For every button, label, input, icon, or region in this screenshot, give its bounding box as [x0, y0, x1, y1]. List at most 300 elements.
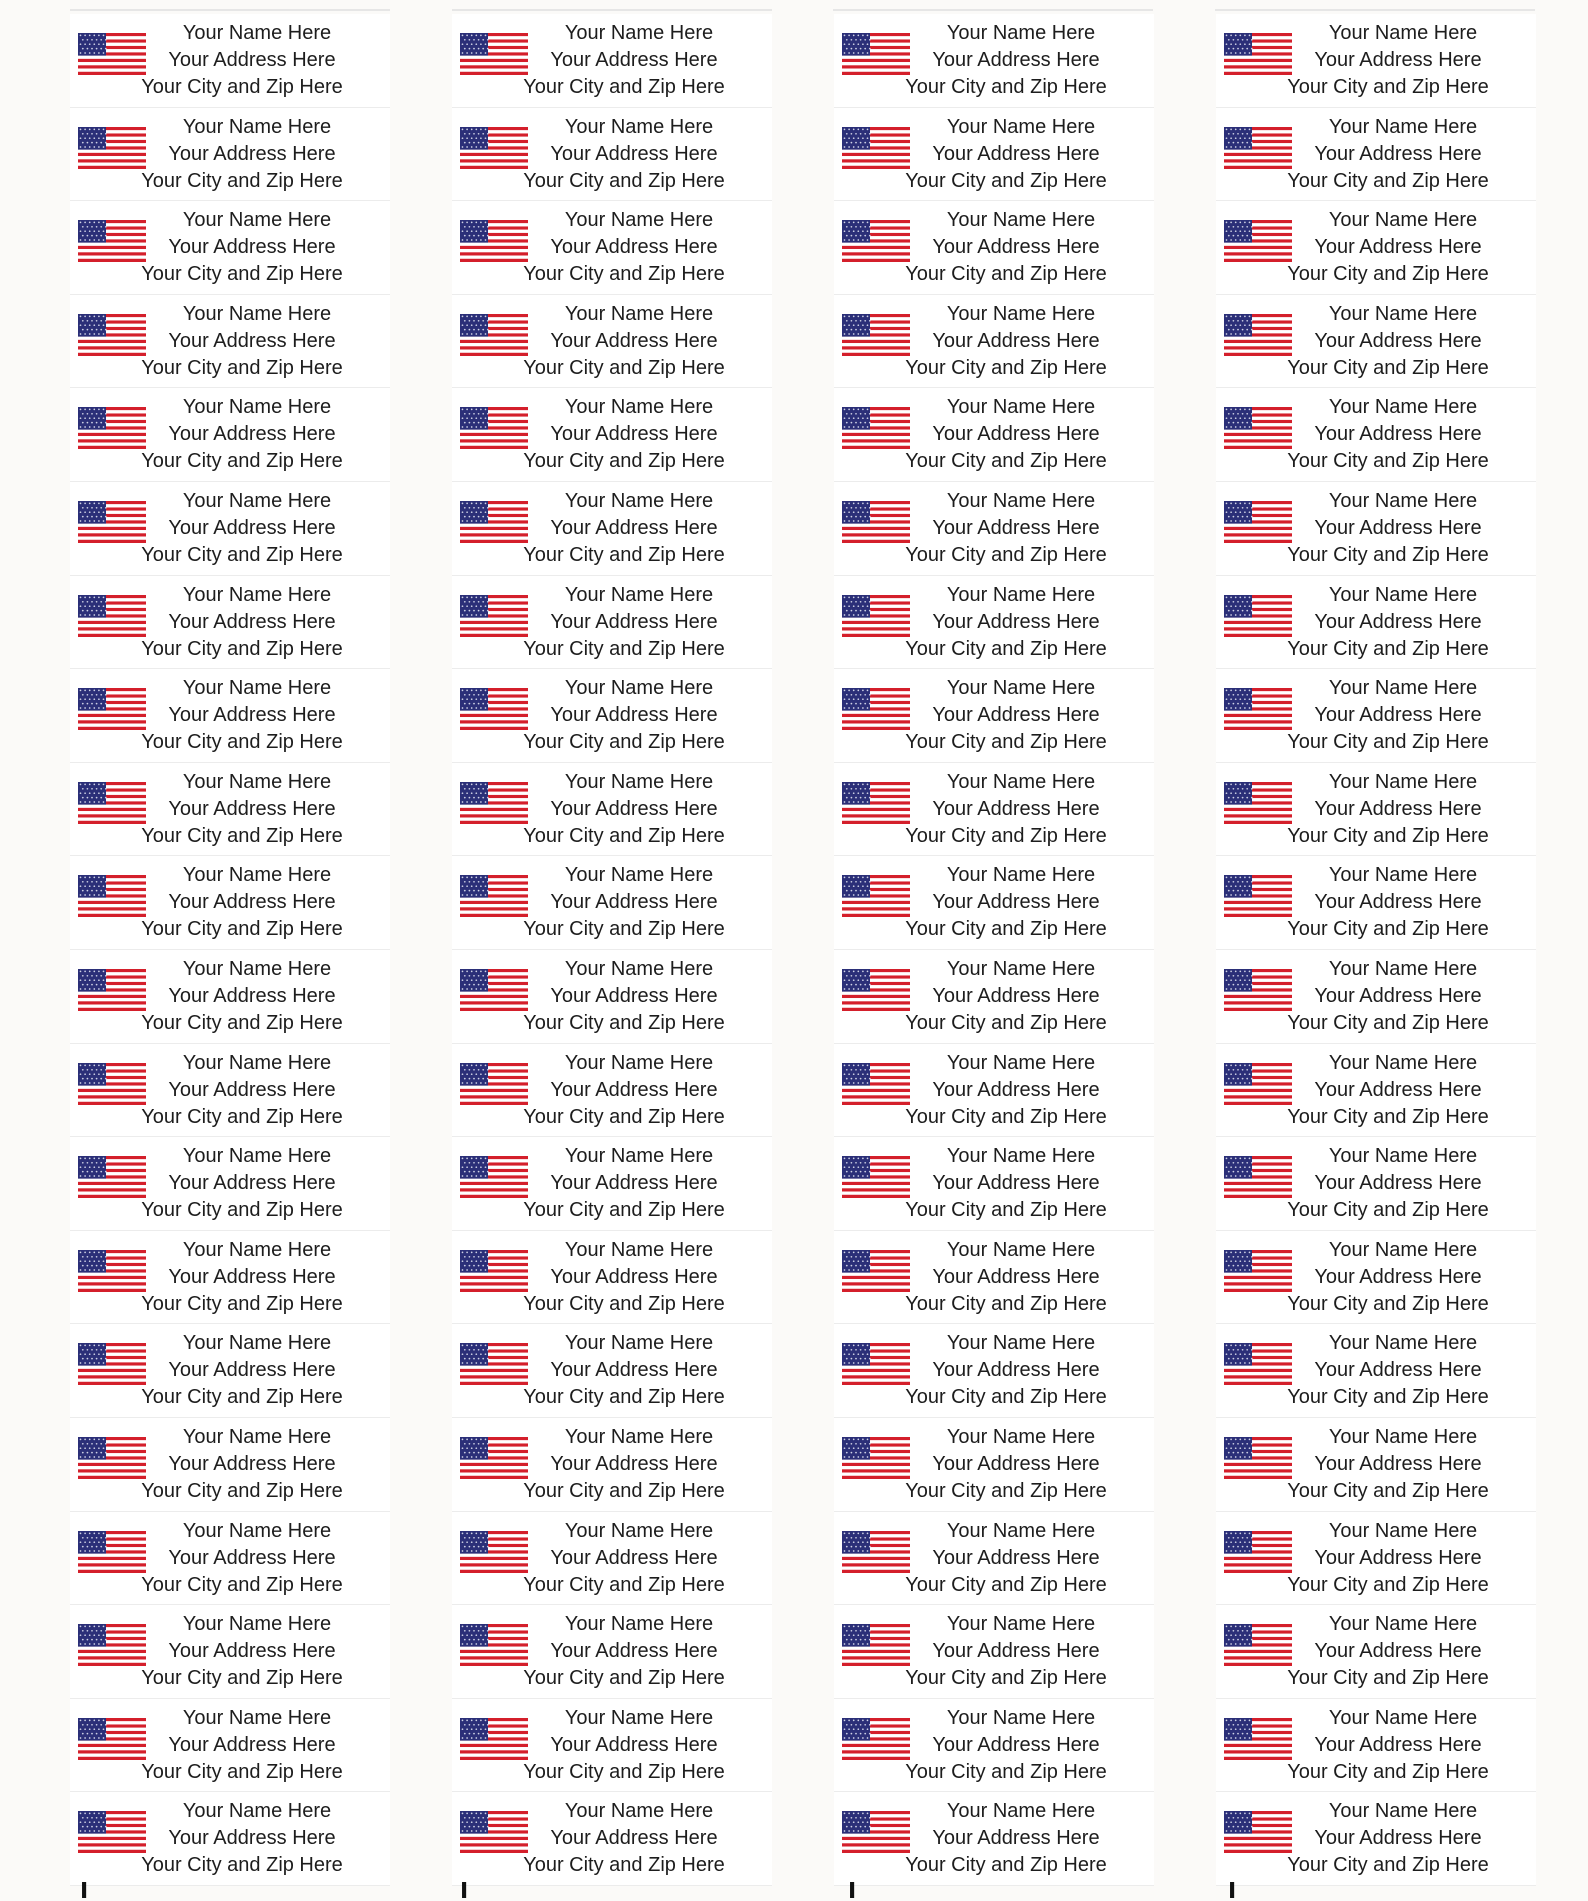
- us-flag-icon: [78, 1624, 146, 1666]
- label-name: Your Name Here: [564, 209, 714, 232]
- label-city-zip: Your City and Zip Here: [523, 1667, 725, 1690]
- label-text: [902, 582, 1124, 663]
- label-address: Your Address Here: [550, 797, 718, 820]
- label-address: Your Address Here: [932, 1172, 1100, 1195]
- label-text: [138, 488, 360, 569]
- label-address: Your Address Here: [168, 49, 336, 71]
- label-name: Your Name Here: [1328, 864, 1478, 887]
- label-city-zip: Your City and Zip Here: [523, 450, 725, 473]
- label-text: [520, 488, 742, 569]
- label-city-zip: Your City and Zip Here: [1287, 169, 1489, 192]
- us-flag-icon: [78, 314, 146, 356]
- label-address: Your Address Here: [932, 1359, 1100, 1382]
- address-label: [834, 1605, 1154, 1699]
- label-city-zip: Your City and Zip Here: [1287, 1292, 1489, 1315]
- label-name: Your Name Here: [946, 770, 1096, 793]
- address-label: [1216, 856, 1536, 950]
- label-address: Your Address Here: [168, 891, 336, 914]
- address-label: [834, 856, 1154, 950]
- address-label: [1216, 1605, 1536, 1699]
- address-label: [1216, 1699, 1536, 1793]
- label-city-zip: Your City and Zip Here: [1287, 1667, 1489, 1690]
- label-name: Your Name Here: [946, 302, 1096, 325]
- us-flag-icon: [460, 1624, 528, 1666]
- label-name: Your Name Here: [1328, 489, 1478, 512]
- label-address: Your Address Here: [932, 1265, 1100, 1288]
- us-flag-icon: [78, 1531, 146, 1573]
- us-flag-icon: [1224, 969, 1292, 1011]
- label-name: Your Name Here: [182, 864, 332, 887]
- us-flag-icon: [1224, 1437, 1292, 1479]
- label-text: [902, 20, 1124, 101]
- address-label: [834, 576, 1154, 670]
- label-text: [138, 1330, 360, 1411]
- us-flag-icon: [460, 1811, 528, 1853]
- label-address: Your Address Here: [550, 1359, 718, 1382]
- us-flag-icon: [1224, 875, 1292, 917]
- label-name: Your Name Here: [564, 1800, 714, 1823]
- label-city-zip: Your City and Zip Here: [141, 356, 343, 379]
- label-text: [138, 394, 360, 475]
- label-name: Your Name Here: [1328, 1613, 1478, 1636]
- address-label: [834, 295, 1154, 389]
- label-address: Your Address Here: [168, 1733, 336, 1756]
- label-city-zip: Your City and Zip Here: [1287, 1105, 1489, 1128]
- label-address: Your Address Here: [1314, 704, 1482, 727]
- label-text: [1284, 207, 1506, 288]
- address-label: [452, 1137, 772, 1231]
- label-address: Your Address Here: [168, 1359, 336, 1382]
- label-address: Your Address Here: [168, 610, 336, 633]
- us-flag-icon: [78, 1811, 146, 1853]
- label-city-zip: Your City and Zip Here: [905, 543, 1107, 566]
- label-name: Your Name Here: [1328, 677, 1478, 700]
- address-label: [70, 1044, 390, 1138]
- label-address: Your Address Here: [168, 236, 336, 259]
- label-city-zip: Your City and Zip Here: [1287, 76, 1489, 98]
- label-city-zip: Your City and Zip Here: [1287, 450, 1489, 473]
- label-text: [902, 862, 1124, 943]
- label-city-zip: Your City and Zip Here: [141, 263, 343, 286]
- address-label: [452, 388, 772, 482]
- label-address: Your Address Here: [932, 516, 1100, 539]
- address-label: [834, 1137, 1154, 1231]
- address-label: [834, 201, 1154, 295]
- label-city-zip: Your City and Zip Here: [1287, 1854, 1489, 1877]
- label-name: Your Name Here: [182, 1800, 332, 1823]
- address-label: [834, 1324, 1154, 1418]
- us-flag-icon: [78, 33, 146, 75]
- us-flag-icon: [460, 1437, 528, 1479]
- address-label: [70, 295, 390, 389]
- label-city-zip: Your City and Zip Here: [1287, 1199, 1489, 1222]
- label-address: Your Address Here: [1314, 1172, 1482, 1195]
- address-label: [1216, 1418, 1536, 1512]
- label-text: [520, 1705, 742, 1786]
- label-city-zip: Your City and Zip Here: [523, 1479, 725, 1502]
- label-name: Your Name Here: [1328, 396, 1478, 419]
- label-address: Your Address Here: [168, 329, 336, 352]
- label-name: Your Name Here: [564, 115, 714, 138]
- label-text: [902, 301, 1124, 382]
- label-address: Your Address Here: [1314, 1827, 1482, 1850]
- us-flag-icon: [842, 782, 910, 824]
- label-city-zip: Your City and Zip Here: [523, 1292, 725, 1315]
- address-label: [452, 1418, 772, 1512]
- us-flag-icon: [460, 33, 528, 75]
- us-flag-icon: [460, 314, 528, 356]
- label-name: Your Name Here: [182, 396, 332, 419]
- label-text: [1284, 1611, 1506, 1692]
- us-flag-icon: [842, 1156, 910, 1198]
- bottom-mark: I: [80, 1882, 89, 1901]
- label-address: Your Address Here: [932, 1733, 1100, 1756]
- label-name: Your Name Here: [1328, 1800, 1478, 1823]
- label-name: Your Name Here: [946, 115, 1096, 138]
- label-address: Your Address Here: [550, 984, 718, 1007]
- label-text: [520, 1330, 742, 1411]
- label-name: Your Name Here: [182, 1051, 332, 1074]
- label-address: Your Address Here: [932, 1078, 1100, 1101]
- address-label: [834, 950, 1154, 1044]
- label-address: Your Address Here: [550, 236, 718, 259]
- label-text: [138, 1798, 360, 1879]
- bottom-mark: I: [848, 1882, 857, 1901]
- address-label: [452, 201, 772, 295]
- address-label: [452, 1044, 772, 1138]
- address-label: [70, 669, 390, 763]
- address-label: [70, 482, 390, 576]
- label-city-zip: Your City and Zip Here: [141, 1479, 343, 1502]
- us-flag-icon: [460, 1063, 528, 1105]
- label-address: Your Address Here: [550, 516, 718, 539]
- label-name: Your Name Here: [182, 583, 332, 606]
- label-text: [138, 1050, 360, 1131]
- label-text: [138, 1611, 360, 1692]
- us-flag-icon: [842, 1437, 910, 1479]
- label-city-zip: Your City and Zip Here: [1287, 1479, 1489, 1502]
- label-name: Your Name Here: [1328, 1519, 1478, 1542]
- address-label: [70, 856, 390, 950]
- address-label: [834, 1792, 1154, 1886]
- label-text: [520, 956, 742, 1037]
- address-label: [452, 1605, 772, 1699]
- address-label: [452, 14, 772, 108]
- us-flag-icon: [1224, 1250, 1292, 1292]
- label-city-zip: Your City and Zip Here: [141, 1573, 343, 1596]
- label-city-zip: Your City and Zip Here: [905, 169, 1107, 192]
- us-flag-icon: [842, 875, 910, 917]
- address-label: [834, 1044, 1154, 1138]
- label-city-zip: Your City and Zip Here: [141, 824, 343, 847]
- label-text: [902, 1705, 1124, 1786]
- label-address: Your Address Here: [932, 49, 1100, 71]
- label-text: [138, 1237, 360, 1318]
- us-flag-icon: [842, 220, 910, 262]
- label-city-zip: Your City and Zip Here: [905, 263, 1107, 286]
- label-text: [138, 1705, 360, 1786]
- label-text: [520, 582, 742, 663]
- label-text: [1284, 1424, 1506, 1505]
- label-text: [520, 20, 742, 101]
- label-grid: [70, 14, 1540, 1876]
- label-address: Your Address Here: [932, 984, 1100, 1007]
- label-text: [520, 769, 742, 850]
- label-city-zip: Your City and Zip Here: [523, 1199, 725, 1222]
- label-city-zip: Your City and Zip Here: [141, 918, 343, 941]
- label-text: [902, 1611, 1124, 1692]
- label-text: [902, 488, 1124, 569]
- label-city-zip: Your City and Zip Here: [141, 1292, 343, 1315]
- label-city-zip: Your City and Zip Here: [1287, 263, 1489, 286]
- label-city-zip: Your City and Zip Here: [905, 637, 1107, 660]
- address-label: [70, 201, 390, 295]
- us-flag-icon: [1224, 1811, 1292, 1853]
- us-flag-icon: [1224, 1063, 1292, 1105]
- label-name: Your Name Here: [564, 489, 714, 512]
- label-name: Your Name Here: [182, 22, 332, 44]
- label-text: [1284, 862, 1506, 943]
- label-city-zip: Your City and Zip Here: [905, 1105, 1107, 1128]
- label-address: Your Address Here: [932, 1452, 1100, 1475]
- label-name: Your Name Here: [564, 396, 714, 419]
- label-name: Your Name Here: [946, 864, 1096, 887]
- label-address: Your Address Here: [168, 142, 336, 165]
- label-text: [138, 675, 360, 756]
- us-flag-icon: [1224, 1531, 1292, 1573]
- label-name: Your Name Here: [564, 957, 714, 980]
- label-address: Your Address Here: [550, 1733, 718, 1756]
- label-address: Your Address Here: [932, 236, 1100, 259]
- label-address: Your Address Here: [168, 1640, 336, 1663]
- label-text: [902, 394, 1124, 475]
- label-name: Your Name Here: [946, 677, 1096, 700]
- label-name: Your Name Here: [182, 1613, 332, 1636]
- us-flag-icon: [1224, 314, 1292, 356]
- us-flag-icon: [842, 688, 910, 730]
- us-flag-icon: [78, 501, 146, 543]
- label-address: Your Address Here: [168, 1546, 336, 1569]
- label-text: [1284, 394, 1506, 475]
- us-flag-icon: [842, 127, 910, 169]
- us-flag-icon: [1224, 782, 1292, 824]
- label-address: Your Address Here: [1314, 1546, 1482, 1569]
- label-address: Your Address Here: [550, 891, 718, 914]
- address-label: [70, 1792, 390, 1886]
- label-city-zip: Your City and Zip Here: [905, 1011, 1107, 1034]
- address-label: [1216, 1137, 1536, 1231]
- label-text: [1284, 20, 1506, 101]
- us-flag-icon: [1224, 501, 1292, 543]
- label-text: [520, 1424, 742, 1505]
- label-address: Your Address Here: [168, 1078, 336, 1101]
- us-flag-icon: [1224, 1718, 1292, 1760]
- label-name: Your Name Here: [946, 22, 1096, 44]
- label-text: [1284, 114, 1506, 195]
- us-flag-icon: [842, 1624, 910, 1666]
- us-flag-icon: [460, 782, 528, 824]
- address-label: [1216, 295, 1536, 389]
- label-address: Your Address Here: [550, 1546, 718, 1569]
- top-edge: [0, 0, 1588, 10]
- us-flag-icon: [460, 595, 528, 637]
- label-address: Your Address Here: [550, 1640, 718, 1663]
- label-name: Your Name Here: [182, 1425, 332, 1448]
- address-label: [70, 108, 390, 202]
- label-name: Your Name Here: [1328, 1145, 1478, 1168]
- label-address: Your Address Here: [168, 1452, 336, 1475]
- label-text: [1284, 1143, 1506, 1224]
- label-city-zip: Your City and Zip Here: [523, 1854, 725, 1877]
- label-city-zip: Your City and Zip Here: [141, 1854, 343, 1877]
- address-label: [834, 1418, 1154, 1512]
- address-label: [70, 763, 390, 857]
- label-address: Your Address Here: [932, 1546, 1100, 1569]
- label-text: [1284, 1237, 1506, 1318]
- label-address: Your Address Here: [932, 797, 1100, 820]
- us-flag-icon: [78, 1718, 146, 1760]
- address-label: [452, 295, 772, 389]
- label-name: Your Name Here: [1328, 115, 1478, 138]
- label-text: [520, 1518, 742, 1599]
- us-flag-icon: [842, 1531, 910, 1573]
- label-name: Your Name Here: [564, 1238, 714, 1261]
- us-flag-icon: [460, 407, 528, 449]
- label-text: [520, 675, 742, 756]
- label-address: Your Address Here: [1314, 891, 1482, 914]
- label-name: Your Name Here: [564, 677, 714, 700]
- label-address: Your Address Here: [932, 142, 1100, 165]
- label-city-zip: Your City and Zip Here: [905, 1667, 1107, 1690]
- top-edge-segment: [833, 0, 1153, 11]
- label-text: [138, 20, 360, 101]
- label-name: Your Name Here: [564, 1706, 714, 1729]
- label-address: Your Address Here: [1314, 1265, 1482, 1288]
- label-city-zip: Your City and Zip Here: [1287, 356, 1489, 379]
- us-flag-icon: [1224, 220, 1292, 262]
- label-name: Your Name Here: [1328, 1706, 1478, 1729]
- address-label: [452, 108, 772, 202]
- label-name: Your Name Here: [1328, 770, 1478, 793]
- label-city-zip: Your City and Zip Here: [523, 1573, 725, 1596]
- label-city-zip: Your City and Zip Here: [905, 1386, 1107, 1409]
- us-flag-icon: [1224, 1624, 1292, 1666]
- us-flag-icon: [78, 220, 146, 262]
- label-name: Your Name Here: [946, 396, 1096, 419]
- us-flag-icon: [460, 1250, 528, 1292]
- label-name: Your Name Here: [182, 209, 332, 232]
- us-flag-icon: [78, 875, 146, 917]
- us-flag-icon: [460, 969, 528, 1011]
- label-text: [138, 1143, 360, 1224]
- label-text: [1284, 1798, 1506, 1879]
- label-text: [902, 1798, 1124, 1879]
- us-flag-icon: [460, 875, 528, 917]
- label-address: Your Address Here: [932, 1827, 1100, 1850]
- label-text: [138, 769, 360, 850]
- address-label: [452, 482, 772, 576]
- label-name: Your Name Here: [1328, 22, 1478, 44]
- label-city-zip: Your City and Zip Here: [141, 1011, 343, 1034]
- label-address: Your Address Here: [550, 142, 718, 165]
- us-flag-icon: [78, 969, 146, 1011]
- label-name: Your Name Here: [1328, 957, 1478, 980]
- label-text: [138, 1424, 360, 1505]
- label-city-zip: Your City and Zip Here: [141, 637, 343, 660]
- address-label: [452, 1231, 772, 1325]
- address-label: [1216, 14, 1536, 108]
- bottom-mark: I: [460, 1882, 469, 1901]
- address-label: [1216, 1792, 1536, 1886]
- label-name: Your Name Here: [946, 1613, 1096, 1636]
- label-city-zip: Your City and Zip Here: [141, 169, 343, 192]
- us-flag-icon: [1224, 1156, 1292, 1198]
- label-city-zip: Your City and Zip Here: [141, 1105, 343, 1128]
- label-text: [902, 1518, 1124, 1599]
- label-text: [1284, 1330, 1506, 1411]
- address-label: [1216, 1044, 1536, 1138]
- label-address: Your Address Here: [550, 1452, 718, 1475]
- label-address: Your Address Here: [1314, 1452, 1482, 1475]
- label-text: [520, 207, 742, 288]
- us-flag-icon: [1224, 127, 1292, 169]
- label-address: Your Address Here: [1314, 423, 1482, 446]
- label-city-zip: Your City and Zip Here: [1287, 637, 1489, 660]
- label-name: Your Name Here: [946, 1332, 1096, 1355]
- bottom-edge: [0, 1878, 1588, 1901]
- address-label: [452, 763, 772, 857]
- us-flag-icon: [460, 1156, 528, 1198]
- label-name: Your Name Here: [182, 489, 332, 512]
- address-label: [452, 1324, 772, 1418]
- label-name: Your Name Here: [564, 583, 714, 606]
- label-text: [902, 769, 1124, 850]
- label-name: Your Name Here: [182, 1238, 332, 1261]
- label-city-zip: Your City and Zip Here: [905, 1292, 1107, 1315]
- top-edge-segment: [452, 0, 772, 11]
- us-flag-icon: [842, 595, 910, 637]
- label-city-zip: Your City and Zip Here: [905, 731, 1107, 754]
- label-name: Your Name Here: [182, 1706, 332, 1729]
- label-city-zip: Your City and Zip Here: [141, 1760, 343, 1783]
- us-flag-icon: [842, 1718, 910, 1760]
- label-name: Your Name Here: [564, 22, 714, 44]
- label-city-zip: Your City and Zip Here: [905, 824, 1107, 847]
- label-text: [902, 675, 1124, 756]
- label-city-zip: Your City and Zip Here: [523, 356, 725, 379]
- label-text: [520, 114, 742, 195]
- label-city-zip: Your City and Zip Here: [1287, 1386, 1489, 1409]
- label-address: Your Address Here: [550, 1827, 718, 1850]
- label-address: Your Address Here: [168, 1265, 336, 1288]
- label-name: Your Name Here: [946, 957, 1096, 980]
- us-flag-icon: [1224, 595, 1292, 637]
- us-flag-icon: [842, 1063, 910, 1105]
- label-text: [138, 862, 360, 943]
- label-city-zip: Your City and Zip Here: [905, 76, 1107, 98]
- label-name: Your Name Here: [1328, 209, 1478, 232]
- label-city-zip: Your City and Zip Here: [1287, 1573, 1489, 1596]
- label-text: [520, 1798, 742, 1879]
- us-flag-icon: [842, 1250, 910, 1292]
- label-address: Your Address Here: [1314, 797, 1482, 820]
- bottom-mark: I: [1228, 1882, 1237, 1901]
- address-label: [834, 1231, 1154, 1325]
- label-address: Your Address Here: [1314, 329, 1482, 352]
- label-city-zip: Your City and Zip Here: [523, 918, 725, 941]
- address-label: [70, 950, 390, 1044]
- address-label: [70, 1231, 390, 1325]
